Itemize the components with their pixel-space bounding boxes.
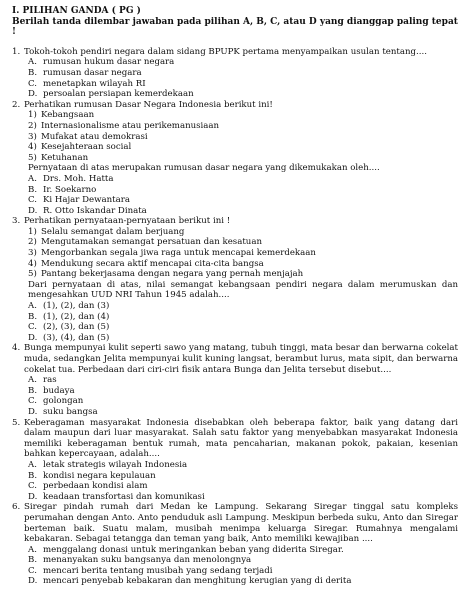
option-text: letak strategis wilayah Indonesia: [43, 459, 188, 470]
option-c[interactable]: [12, 566, 458, 577]
option-a[interactable]: [12, 174, 458, 185]
question-text: Siregar pindah rumah dari Medan ke Lampung. Sekarang Siregar tinggal satu kompleks perumahan dengan Anto. Anto penduduk asli Lampung. Meskipun berbeda suku, Anto dan Siregar berteman baik. Suatu malam, musibah menimpa keluarga Siregar. Rumahnya mengalami kebakaran. Sebagai tetangga dan teman yang baik, Anto memiliki kewajiban ....: [24, 502, 458, 545]
question-number: 3.: [12, 216, 21, 227]
option-b[interactable]: [12, 386, 458, 397]
statement-text: Mengutamakan semangat persatuan dan kesatuan: [41, 237, 262, 248]
option-c[interactable]: [12, 79, 458, 90]
option-b[interactable]: [12, 555, 458, 566]
question-number: 6.: [12, 502, 21, 513]
option-text: (2), (3), dan (5): [43, 322, 110, 333]
option-d[interactable]: [12, 492, 458, 503]
option-letter: A.: [28, 544, 37, 555]
option-b[interactable]: [12, 471, 458, 482]
statement-text: Mengorbankan segala jiwa raga untuk mencapai kemerdekaan: [41, 248, 316, 259]
option-letter: D.: [28, 89, 38, 100]
option-a[interactable]: [12, 57, 458, 68]
option-a[interactable]: [12, 375, 458, 386]
statement-number: 4): [28, 258, 37, 269]
option-letter: A.: [28, 375, 37, 386]
question-2: [12, 100, 458, 217]
option-text: rumusan dasar negara: [43, 67, 142, 78]
statement-text: Kesejahteraan social: [41, 142, 132, 153]
statement-text: Kebangsaan: [41, 110, 95, 121]
option-text: budaya: [43, 385, 75, 396]
statement-text: Mufakat atau demokrasi: [41, 131, 148, 142]
option-text: Ir. Soekarno: [43, 184, 97, 195]
option-d[interactable]: [12, 407, 458, 418]
question-text: Bunga mempunyai kulit seperti sawo yang matang, tubuh tinggi, mata besar dan berwarna cokelat muda, sedangkan Jelita mempunyai kulit kuning langsat, berambut lurus, mata sipit, dan berwarna cokelat tua. Perbedaan dari ciri-ciri fisik antara Bunga dan Jelita tersebut disebut....: [24, 343, 458, 375]
option-letter: A.: [28, 57, 37, 68]
option-text: Drs. Moh. Hatta: [43, 173, 114, 184]
option-letter: C.: [28, 322, 38, 333]
statement-number: 5): [28, 152, 37, 163]
option-text: menanyakan suku bangsanya dan menolongnya: [43, 555, 252, 566]
question-number: 2.: [12, 99, 21, 110]
option-text: suku bangsa: [43, 406, 98, 417]
statement-number: 2): [28, 120, 37, 131]
question-followup: Pernyataan di atas merupakan rumusan dasar negara yang dikemukakan oleh....: [28, 163, 380, 174]
option-text: keadaan transfortasi dan komunikasi: [43, 491, 205, 502]
statement-number: 2): [28, 237, 37, 248]
statement-item: [12, 248, 458, 259]
question-4: [12, 343, 458, 417]
statement-item: [12, 110, 458, 121]
option-letter: B.: [28, 67, 38, 78]
option-text: Ki Hajar Dewantara: [43, 195, 130, 206]
option-text: golongan: [43, 396, 84, 407]
option-letter: C.: [28, 481, 38, 492]
question-number: 1.: [12, 46, 21, 57]
option-letter: D.: [28, 332, 38, 343]
question-3: [12, 216, 458, 343]
option-letter: B.: [28, 470, 38, 481]
question-text: Perhatikan rumusan Dasar Negara Indonesia berikut ini!: [24, 99, 273, 110]
statement-number: 4): [28, 142, 37, 153]
option-text: persoalan persiapan kemerdekaan: [43, 89, 194, 100]
section-instruction: Berilah tanda dilembar jawaban pada pilihan A, B, C, atau D yang dianggap paling tepat !: [12, 16, 458, 38]
option-c[interactable]: [12, 481, 458, 492]
option-d[interactable]: [12, 206, 458, 217]
question-text: Perhatikan pernyataan-pernyataan berikut ini !: [24, 216, 231, 227]
option-a[interactable]: [12, 460, 458, 471]
option-d[interactable]: [12, 89, 458, 100]
option-letter: C.: [28, 78, 38, 89]
statement-number: 1): [28, 110, 37, 121]
option-letter: B.: [28, 311, 38, 322]
option-d[interactable]: [12, 333, 458, 344]
option-text: mencari penyebab kebakaran dan menghitung kerugian yang di derita: [43, 576, 352, 587]
question-number: 5.: [12, 417, 21, 428]
option-text: ras: [43, 375, 57, 386]
option-text: (3), (4), dan (5): [43, 332, 110, 343]
statement-text: Ketuhanan: [41, 152, 89, 163]
statement-item: [12, 259, 458, 270]
option-text: perbedaan kondisi alam: [43, 481, 148, 492]
option-c[interactable]: [12, 322, 458, 333]
option-text: menggalang donasi untuk meringankan beban yang diderita Siregar.: [43, 544, 344, 555]
option-b[interactable]: [12, 185, 458, 196]
question-5: [12, 418, 458, 503]
option-letter: C.: [28, 195, 38, 206]
statement-item: [12, 142, 458, 153]
option-d[interactable]: [12, 576, 458, 587]
option-letter: D.: [28, 576, 38, 587]
option-letter: B.: [28, 385, 38, 396]
statement-item: [12, 269, 458, 280]
question-text: Tokoh-tokoh pendiri negara dalam sidang BPUPK pertama menyampaikan usulan tentang....: [24, 46, 427, 57]
option-text: (1), (2), dan (4): [43, 311, 110, 322]
option-text: mencari berita tentang musibah yang sedang terjadi: [43, 565, 273, 576]
option-letter: D.: [28, 205, 38, 216]
statement-text: Internasionalisme atau perikemanusiaan: [41, 120, 220, 131]
statement-item: [12, 121, 458, 132]
option-text: menetapkan wilayah RI: [43, 78, 146, 89]
option-text: rumusan hukum dasar negara: [43, 57, 175, 68]
statement-number: 3): [28, 131, 37, 142]
statement-number: 3): [28, 248, 37, 259]
statement-item: [12, 132, 458, 143]
option-letter: A.: [28, 301, 37, 312]
statement-item: [12, 153, 458, 164]
option-letter: B.: [28, 555, 38, 566]
option-letter: A.: [28, 173, 37, 184]
option-b[interactable]: [12, 68, 458, 79]
option-c[interactable]: [12, 396, 458, 407]
question-6: [12, 502, 458, 587]
option-letter: D.: [28, 491, 38, 502]
option-letter: D.: [28, 406, 38, 417]
option-text: kondisi negara kepulauan: [43, 470, 156, 481]
option-a[interactable]: [12, 301, 458, 312]
option-c[interactable]: [12, 195, 458, 206]
option-letter: C.: [28, 396, 38, 407]
section-title: I. PILIHAN GANDA ( PG ): [12, 6, 141, 16]
question-followup: Dari pernyataan di atas, nilai semangat kebangsaan pendiri negara dalam merumuskan dan mengesahkan UUD NRI Tahun 1945 adalah....: [28, 279, 458, 301]
option-letter: B.: [28, 184, 38, 195]
statement-item: [12, 237, 458, 248]
option-b[interactable]: [12, 312, 458, 323]
question-1: [12, 47, 458, 100]
option-a[interactable]: [12, 545, 458, 556]
statement-text: Mendukung secara aktif mencapai cita-cita bangsa: [41, 258, 264, 269]
option-text: R. Otto Iskandar Dinata: [43, 205, 147, 216]
option-letter: A.: [28, 459, 37, 470]
option-letter: C.: [28, 565, 38, 576]
question-text: Keberagaman masyarakat Indonesia disebabkan oleh beberapa faktor, baik yang datang dari dalam maupun dari luar masyarakat. Salah satu faktor yang menyebabkan masyarakat Indonesia memiliki keberagaman bentuk rumah, mata pencaharian, makanan pokok, pakaian, kesenian bahkan kepercayaan, adalah....: [24, 417, 458, 460]
statement-text: Pantang bekerjasama dengan negara yang pernah menjajah: [41, 269, 304, 280]
question-number: 4.: [12, 343, 21, 354]
statement-text: Selalu semangat dalam berjuang: [41, 226, 185, 237]
statement-number: 5): [28, 269, 37, 280]
statement-number: 1): [28, 226, 37, 237]
option-text: (1), (2), dan (3): [43, 301, 110, 312]
statement-item: [12, 227, 458, 238]
